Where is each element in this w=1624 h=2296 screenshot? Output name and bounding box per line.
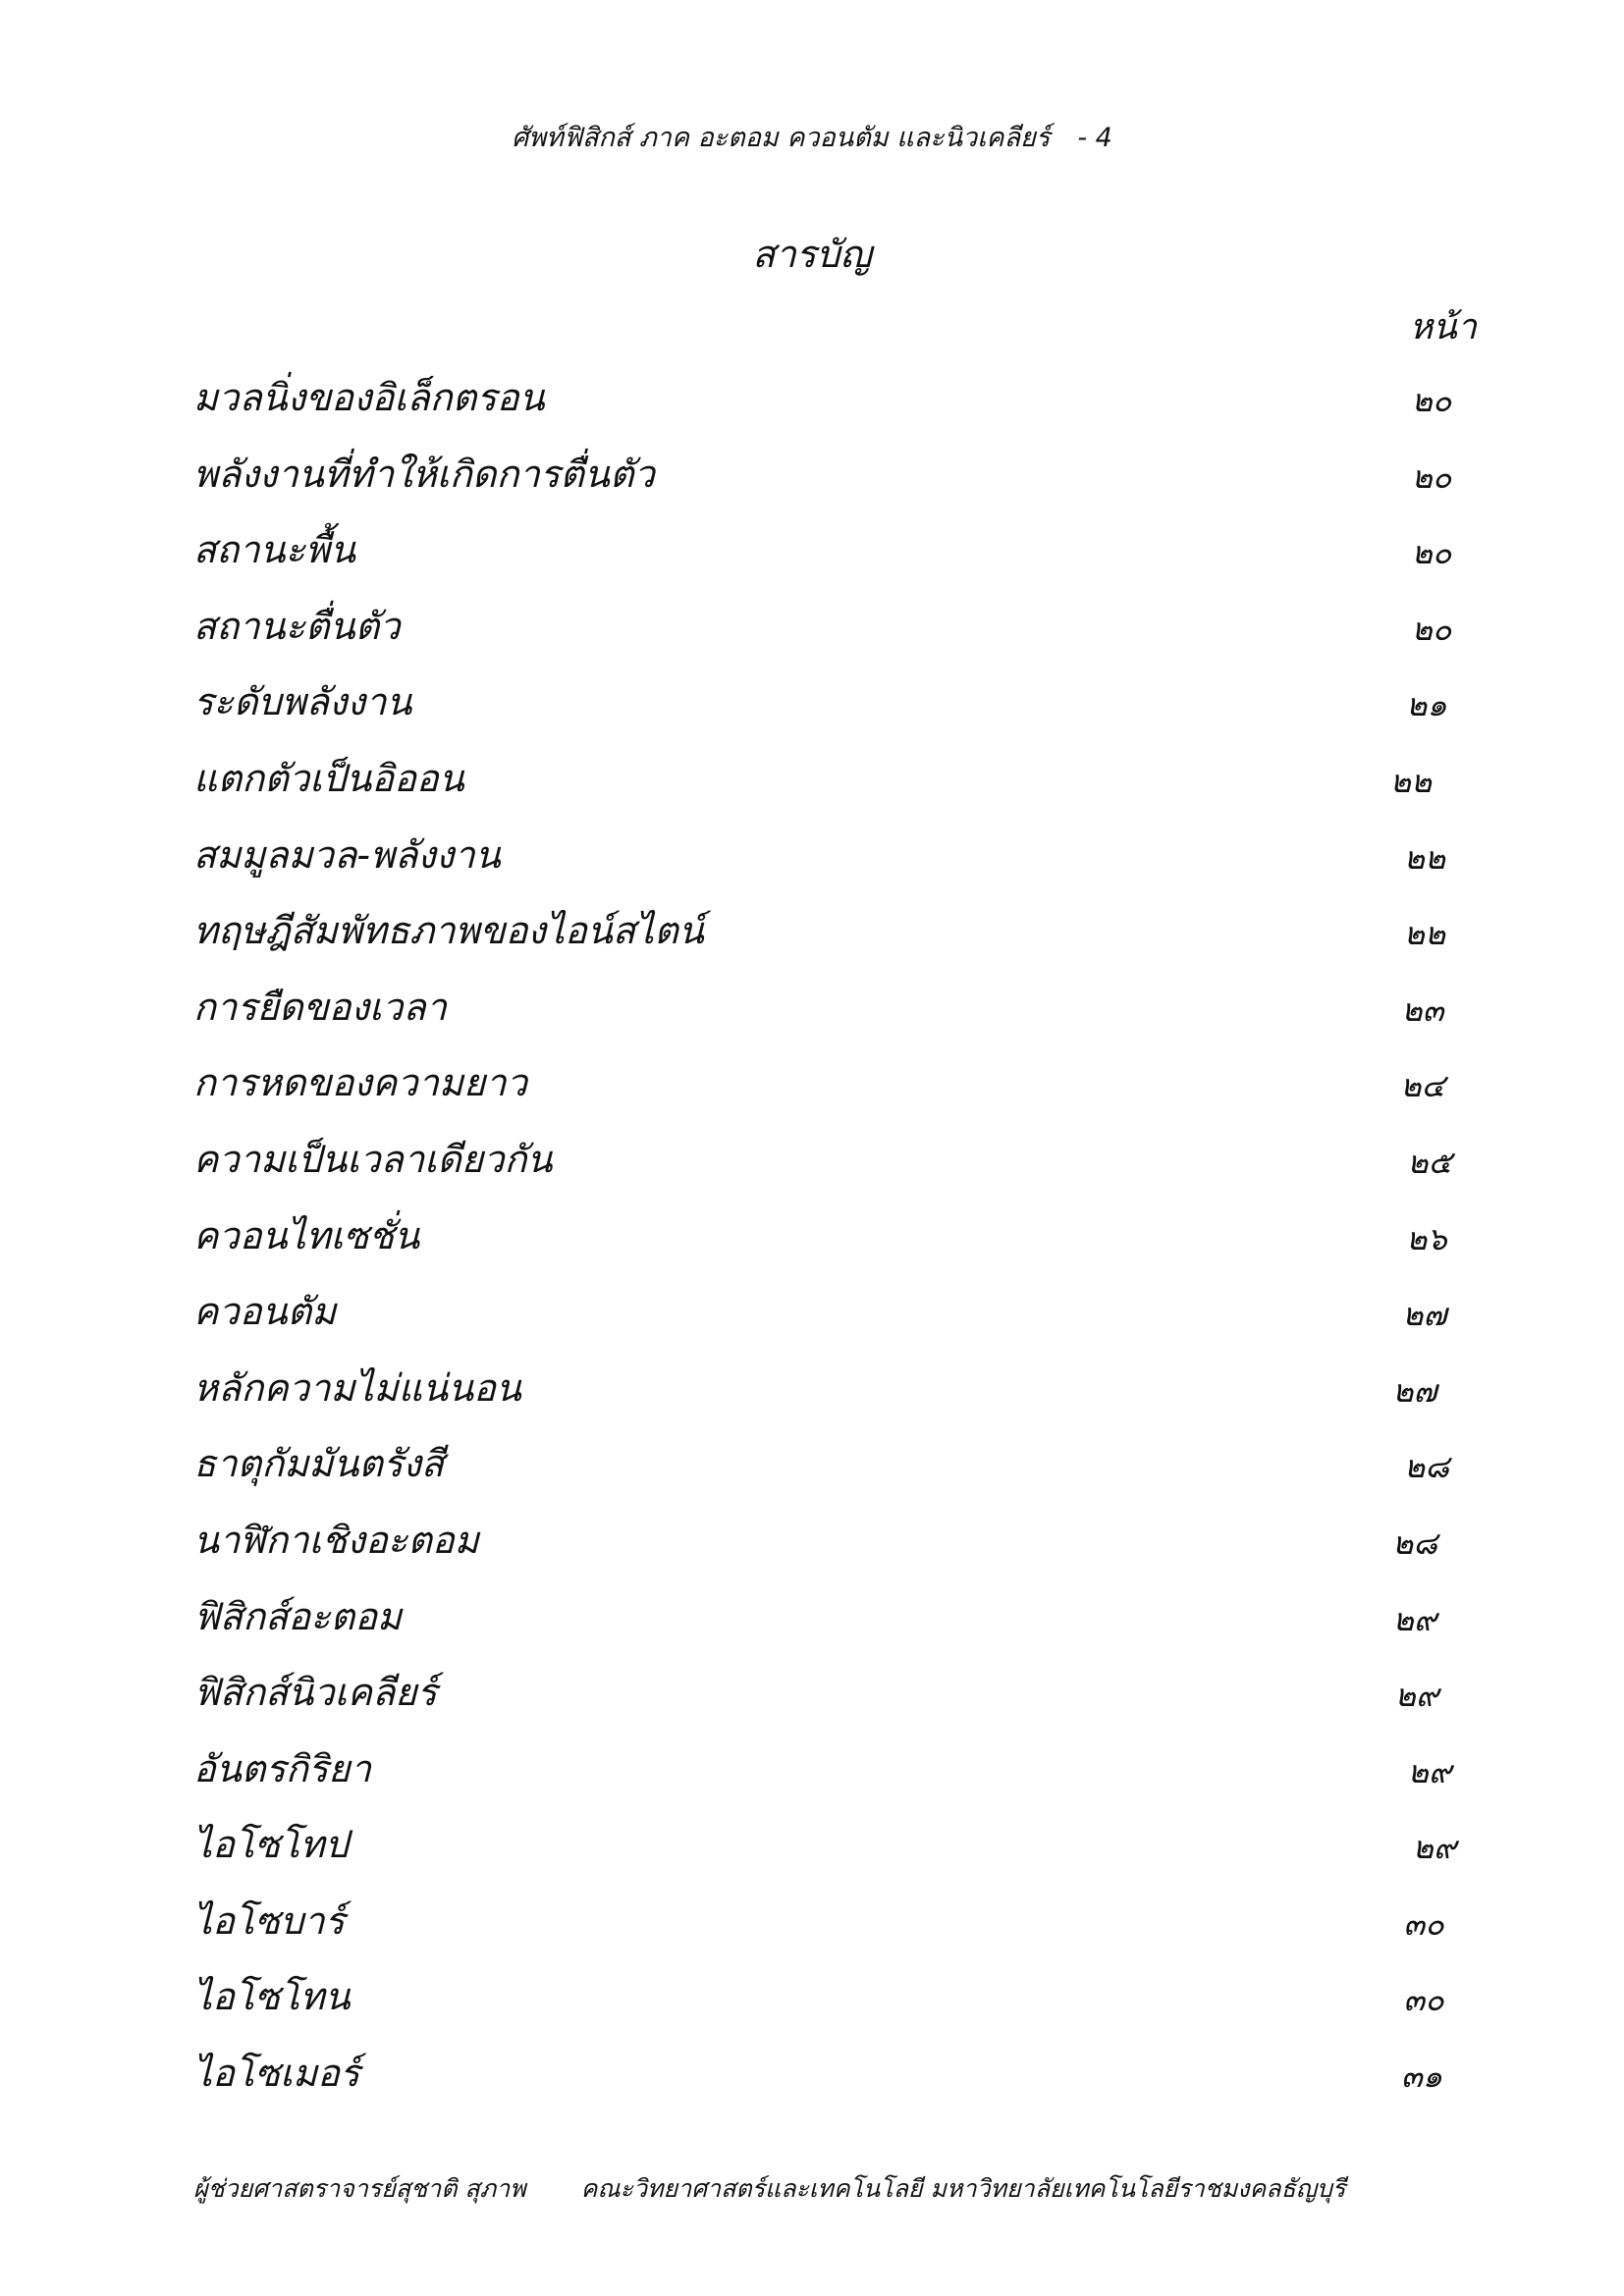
toc-title: สารบัญ (752, 233, 872, 276)
toc-entry (193, 1896, 1489, 1973)
toc-entry-label: การยืดของเวลา (193, 985, 448, 1029)
toc-entry-page: ๓๐ (1403, 1904, 1444, 1943)
toc-entry (193, 450, 1489, 526)
toc-entry-label: ควอนตัม (193, 1290, 337, 1334)
toc-entry-page: ๒๒ (1403, 838, 1446, 877)
toc-entry (193, 1135, 1489, 1211)
toc-entry (193, 754, 1489, 830)
toc-entry-page: ๒๗ (1392, 1371, 1437, 1410)
toc-entry (193, 1363, 1489, 1440)
toc-entry (193, 1820, 1489, 1896)
toc-entry-label: ทฤษฎีสัมพัทธภาพของไอน์สไตน์ (193, 909, 704, 953)
toc-entry-label: มวลนิ่งของอิเล็กตรอน (193, 376, 545, 419)
toc-entry-label: ไอโซเมอร์ (193, 2052, 360, 2096)
toc-entry-label: สมมูลมวล-พลังงาน (193, 832, 501, 877)
toc-entry-page: ๒๙ (1394, 1677, 1439, 1715)
toc-entry (193, 1211, 1489, 1288)
toc-entry (193, 602, 1489, 678)
toc-entry-page: ๓๑ (1400, 2057, 1443, 2096)
toc-entry-page: ๓๐ (1403, 1981, 1444, 2019)
toc-entry-page: ๒๖ (1406, 1219, 1447, 1257)
toc-entry-label: ความเป็นเวลาเดียวกัน (193, 1137, 553, 1181)
footer-institution: คณะวิทยาศาสตร์และเทคโนโลยี มหาวิทยาลัยเทคโนโลยีราชมงคลธัญบุรี (580, 2174, 1346, 2203)
toc-entry-label: ไอโซโทน (193, 1975, 351, 2019)
toc-entry-label: ฟิสิกส์นิวเคลียร์ (193, 1671, 437, 1715)
toc-entry (193, 1668, 1489, 1744)
toc-entry (193, 1287, 1489, 1363)
toc-entry-label: ฟิสิกส์อะตอม (193, 1594, 403, 1638)
toc-entry-label: ควอนไทเซชั่น (193, 1213, 420, 1257)
toc-entry (193, 1058, 1489, 1135)
toc-entry-page: ๒๘ (1404, 1448, 1449, 1486)
toc-entry (193, 983, 1489, 1059)
toc-entry (193, 830, 1489, 907)
toc-entry-label: ไอโซโทป (193, 1823, 349, 1867)
toc-entry-page: ๒๐ (1411, 382, 1452, 419)
running-header (0, 116, 1624, 158)
toc-entry-page: ๒๓ (1401, 990, 1444, 1029)
toc-entry-label: ไอโซบาร์ (193, 1898, 346, 1943)
toc-list (193, 373, 1489, 2125)
toc-entry-label: พลังงานที่ทำให้เกิดการตื่นตัว (193, 452, 655, 496)
toc-entry-page: ๒๙ (1407, 1752, 1452, 1790)
toc-entry (193, 1592, 1489, 1669)
toc-entry-page: ๒๐ (1411, 534, 1452, 572)
toc-entry-label: นาฬิกาเชิงอะตอม (193, 1518, 479, 1562)
toc-entry (193, 1744, 1489, 1821)
toc-entry-page: ๒๙ (1412, 1829, 1457, 1867)
toc-entry-label: แตกตัวเป็นอิออน (193, 756, 464, 800)
toc-entry (193, 1439, 1489, 1516)
toc-entry-page: ๒๐ (1411, 457, 1452, 496)
page-footer (193, 2169, 1470, 2209)
toc-entry-label: หลักความไม่แน่นอน (193, 1365, 521, 1410)
toc-entry-page: ๒๑ (1406, 686, 1447, 724)
toc-entry-label: สถานะพื้น (193, 528, 355, 572)
toc-entry (193, 373, 1489, 450)
toc-entry-label: ธาตุกัมมันตรังสี (193, 1442, 445, 1486)
page-number: - 4 (1077, 123, 1112, 153)
toc-entry-page: ๒๒ (1389, 762, 1433, 800)
toc-entry-page: ๒๗ (1402, 1296, 1447, 1334)
toc-entry (193, 525, 1489, 602)
toc-entry-label: การหดของความยาว (193, 1061, 527, 1105)
document-title: ศัพท์ฟิสิกส์ ภาค อะตอม ควอนตัม และนิวเคลียร์ (512, 123, 1051, 153)
toc-entry-label: ระดับพลังงาน (193, 680, 412, 724)
toc-entry-page: ๒๔ (1400, 1067, 1445, 1105)
toc-entry-page: ๒๙ (1392, 1600, 1437, 1638)
toc-entry-label: สถานะตื่นตัว (193, 604, 401, 648)
footer-author: ผู้ช่วยศาสตราจารย์สุชาติ สุภาพ (193, 2174, 526, 2203)
toc-entry-page: ๒๕ (1407, 1143, 1452, 1181)
toc-entry (193, 906, 1489, 983)
toc-entry-page: ๒๘ (1392, 1523, 1437, 1562)
page-column-label: หน้า (1409, 307, 1477, 347)
toc-entry (193, 677, 1489, 754)
toc-entry-page: ๒๒ (1403, 915, 1446, 953)
toc-entry (193, 2049, 1489, 2125)
toc-entry-label: อันตรกิริยา (193, 1746, 371, 1790)
toc-entry (193, 1516, 1489, 1592)
toc-entry (193, 1972, 1489, 2049)
toc-entry-page: ๒๐ (1411, 610, 1452, 648)
